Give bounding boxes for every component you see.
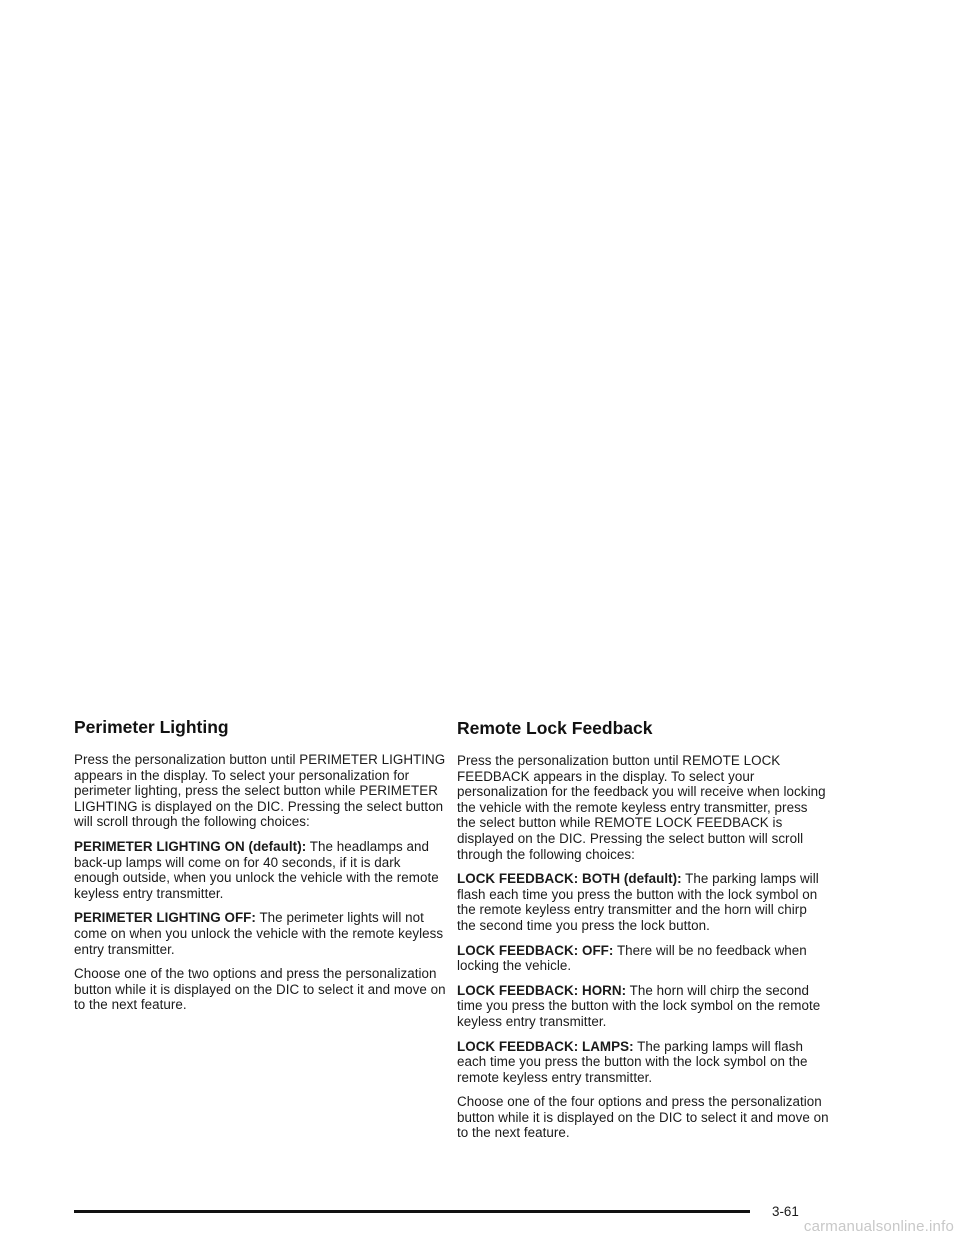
option-description: The parking lamps will flash each time you press the button with the lock symbol on the remote keyless entry transmitter and the horn will chirp the second time you press the lock button. [457, 871, 819, 933]
option-term: PERIMETER LIGHTING OFF: [74, 910, 256, 926]
perimeter-lighting-section [74, 716, 446, 1022]
section-heading: Remote Lock Feedback [457, 718, 653, 738]
option-paragraph [457, 871, 829, 933]
closing-paragraph: Choose one of the two options and press the personalization button while it is displayed on the DIC to select it and move on to the next feature. [74, 966, 446, 1013]
option-paragraph [74, 839, 446, 901]
option-term: LOCK FEEDBACK: BOTH (default): [457, 871, 682, 887]
intro-paragraph: Press the personalization button until PERIMETER LIGHTING appears in the display. To select your personalization for perimeter lighting, press the select button while PERIMETER LIGHTING is displayed on the DIC. Pressing the select button will scroll through the following choices: [74, 752, 446, 830]
section-heading: Perimeter Lighting [74, 717, 229, 737]
option-description: The parking lamps will flash each time you press the button with the lock symbol on the remote keyless entry transmitter. [457, 1038, 808, 1085]
option-description: The perimeter lights will not come on when you unlock the vehicle with the remote keyless entry transmitter. [74, 910, 444, 957]
option-term: LOCK FEEDBACK: LAMPS: [457, 1038, 634, 1054]
watermark: carmanualsonline.info [803, 1218, 954, 1235]
option-term: LOCK FEEDBACK: OFF: [457, 942, 614, 958]
page-number: 3-61 [772, 1204, 799, 1219]
option-description: There will be no feedback when locking the vehicle. [457, 942, 807, 974]
option-description: The horn will chirp the second time you press the button with the lock symbol on the remote keyless entry transmitter. [457, 982, 821, 1029]
option-paragraph [74, 910, 446, 957]
option-term: PERIMETER LIGHTING ON (default): [74, 838, 307, 854]
option-term: LOCK FEEDBACK: HORN: [457, 982, 627, 998]
option-paragraph [457, 943, 829, 974]
intro-paragraph: Press the personalization button until REMOTE LOCK FEEDBACK appears in the display. To select your personalization for the feedback you will receive when locking the vehicle with the remote keyless entry transmitter, press the select button while REMOTE LOCK FEEDBACK is displayed on the DIC. Pressing the select button will scroll through the following choices: [457, 753, 826, 862]
footer-rule [74, 1210, 750, 1213]
remote-lock-feedback-section [457, 717, 829, 1150]
option-paragraph [457, 983, 829, 1030]
closing-paragraph: Choose one of the four options and press the personalization button while it is displayed on the DIC to select it and move on to the next feature. [457, 1094, 829, 1141]
option-description: The headlamps and back-up lamps will come on for 40 seconds, if it is dark enough outside, when you unlock the vehicle with the remote keyless entry transmitter. [74, 838, 439, 901]
option-paragraph [457, 1039, 829, 1086]
